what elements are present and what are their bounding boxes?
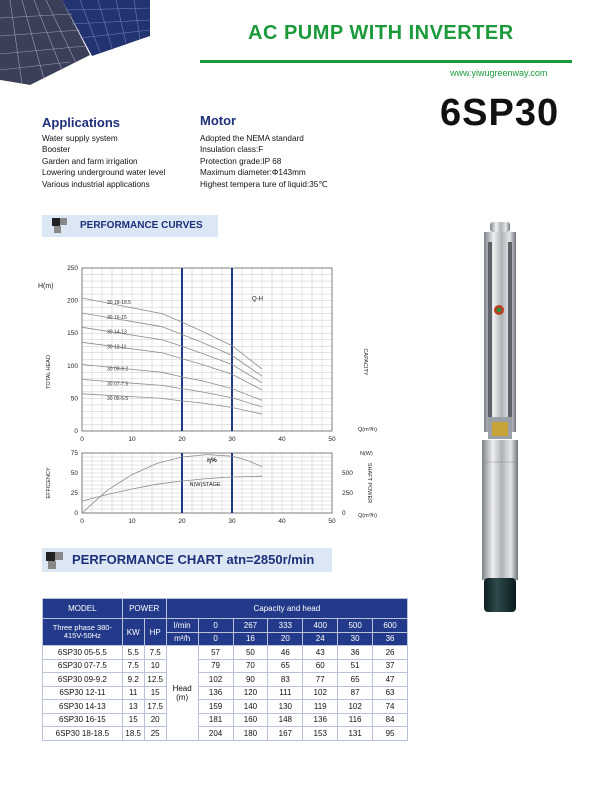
head-value-cell: 57: [198, 646, 233, 660]
head-value-cell: 74: [373, 700, 408, 714]
capacity-header: Capacity and head: [166, 599, 407, 619]
hp-cell: 7.5: [144, 646, 166, 660]
model-cell: 6SP30 07-7.5: [43, 659, 123, 673]
model-cell: 6SP30 18-18.5: [43, 727, 123, 741]
table-cell: 400: [303, 619, 338, 633]
list-item: Lowering underground water level: [42, 168, 166, 178]
head-value-cell: 131: [338, 727, 373, 741]
banner-square-icon: [60, 218, 67, 225]
hp-cell: 10: [144, 659, 166, 673]
head-value-cell: 130: [268, 700, 303, 714]
series-label: 30 18-18.5: [107, 299, 131, 306]
website-url: www.yiwugreenway.com: [450, 68, 548, 78]
performance-curves-label: PERFORMANCE CURVES: [80, 220, 203, 231]
list-item: Maximum diameter:Φ143mm: [200, 168, 306, 178]
head-value-cell: 37: [373, 659, 408, 673]
table-row: [43, 686, 408, 700]
head-value-cell: 136: [198, 686, 233, 700]
head-value-cell: 140: [233, 700, 268, 714]
head-value-cell: 119: [303, 700, 338, 714]
head-value-cell: 102: [338, 700, 373, 714]
curve-annotation: Q-H: [252, 296, 263, 303]
performance-curves-chart: [30, 262, 400, 532]
right-axis-label: SHAFT POWER: [366, 462, 372, 504]
table-cell: 30: [338, 632, 373, 646]
pump-image: [468, 222, 532, 614]
list-item: Adopted the NEMA standard: [200, 134, 304, 143]
model-number: 6SP30: [440, 92, 560, 134]
x-tick-label: 10: [128, 518, 136, 525]
table-row: [43, 659, 408, 673]
head-label: [166, 646, 198, 741]
list-item: Protection grade:IP 68: [200, 156, 282, 166]
hp-cell: 15: [144, 686, 166, 700]
phase-header: Three phase 380-415V-50Hz: [43, 619, 123, 646]
solar-panel-image: [0, 0, 150, 85]
hp-cell: 20: [144, 713, 166, 727]
y-axis-label: TOTAL HEAD: [46, 355, 52, 389]
x-tick-label: 50: [328, 518, 336, 525]
y-tick-label: 200: [67, 297, 78, 305]
head-value-cell: 181: [198, 713, 233, 727]
applications-title: Applications: [42, 115, 121, 130]
table-cell: 20: [268, 632, 303, 646]
x-tick-label: 0: [80, 518, 84, 525]
table-cell: 24: [303, 632, 338, 646]
head-value-cell: 79: [198, 659, 233, 673]
head-value-cell: 102: [198, 673, 233, 687]
head-value-cell: 65: [338, 673, 373, 687]
head-value-cell: 167: [268, 727, 303, 741]
model-cell: 6SP30 09-9.2: [43, 673, 123, 687]
head-value-cell: 84: [373, 713, 408, 727]
table-cell: 16: [233, 632, 268, 646]
head-value-cell: 90: [233, 673, 268, 687]
motor-title: Motor: [200, 113, 237, 128]
hp-cell: 12.5: [144, 673, 166, 687]
page-title: AC PUMP WITH INVERTER: [248, 22, 514, 44]
head-value-cell: 60: [303, 659, 338, 673]
head-value-cell: 148: [268, 713, 303, 727]
banner-square-icon: [48, 561, 56, 569]
performance-chart-label: PERFORMANCE CHART atn=2850r/min: [72, 552, 315, 567]
head-unit-line: (m): [176, 692, 189, 702]
list-item: Insulation class:F: [200, 145, 264, 155]
motor-list: [200, 133, 328, 190]
model-cell: 6SP30 05-5.5: [43, 646, 123, 660]
head-value-cell: 65: [268, 659, 303, 673]
table-row: [43, 713, 408, 727]
head-value-cell: 83: [268, 673, 303, 687]
head-value-cell: 87: [338, 686, 373, 700]
y2-tick-label: 0: [342, 510, 346, 517]
table-cell: 267: [233, 619, 268, 633]
series-label: η%: [207, 456, 217, 464]
performance-chart-banner: [42, 548, 332, 572]
table-row: [43, 646, 408, 660]
list-item: Highest tempera ture of liquid:35℃: [200, 179, 328, 189]
series-label: 30 14-13: [107, 329, 127, 336]
y-tick-label: 0: [74, 510, 78, 517]
head-value-cell: 160: [233, 713, 268, 727]
model-cell: 6SP30 16-15: [43, 713, 123, 727]
model-cell: 6SP30 14-13: [43, 700, 123, 714]
head-label-line: Head: [172, 683, 192, 693]
series-label: 30 05-5.5: [107, 395, 129, 402]
head-value-cell: 47: [373, 673, 408, 687]
model-header: MODEL: [43, 599, 123, 619]
y-tick-label: 75: [70, 450, 78, 457]
banner-square-icon: [52, 218, 60, 226]
right-axis-unit: N(W): [360, 451, 373, 457]
y-tick-label: 50: [70, 395, 78, 403]
kw-cell: 9.2: [122, 673, 144, 687]
series-label: 30 09-9.2: [107, 366, 129, 373]
head-value-cell: 136: [303, 713, 338, 727]
series-label: 30 16-15: [107, 314, 127, 321]
head-value-cell: 102: [303, 686, 338, 700]
y-axis-label: EFFICENCY: [46, 467, 52, 499]
head-value-cell: 120: [233, 686, 268, 700]
y-tick-label: 150: [67, 330, 78, 338]
x-axis-label: Q(m³/h): [358, 513, 377, 519]
head-value-cell: 204: [198, 727, 233, 741]
table-row: [43, 673, 408, 687]
m3h-label: m³/h: [166, 632, 198, 646]
head-value-cell: 159: [198, 700, 233, 714]
series-label: 30 12-11: [107, 344, 127, 351]
x-tick-label: 20: [178, 436, 186, 443]
hp-cell: 25: [144, 727, 166, 741]
y-tick-label: 25: [70, 490, 78, 497]
head-value-cell: 50: [233, 646, 268, 660]
y-tick-label: 50: [70, 470, 78, 477]
list-item: Booster: [42, 145, 71, 155]
x-tick-label: 50: [328, 436, 336, 443]
lmin-label: l/min: [166, 619, 198, 633]
kw-cell: 11: [122, 686, 144, 700]
head-value-cell: 46: [268, 646, 303, 660]
x-tick-label: 20: [178, 518, 186, 525]
y2-tick-label: 250: [342, 490, 353, 497]
power-header: POWER: [122, 599, 166, 619]
head-value-cell: 111: [268, 686, 303, 700]
y-tick-label: 250: [67, 265, 78, 272]
x-tick-label: 30: [228, 518, 236, 525]
list-item: Water supply system: [42, 134, 118, 143]
table-row: [43, 727, 408, 741]
head-value-cell: 70: [233, 659, 268, 673]
kw-header: KW: [122, 619, 144, 646]
head-value-cell: 180: [233, 727, 268, 741]
y-tick-label: 100: [67, 362, 78, 370]
x-tick-label: 0: [80, 436, 84, 443]
head-value-cell: 26: [373, 646, 408, 660]
banner-square-icon: [54, 226, 61, 233]
kw-cell: 18.5: [122, 727, 144, 741]
list-item: Various industrial applications: [42, 179, 150, 189]
model-cell: 6SP30 12-11: [43, 686, 123, 700]
table-cell: 0: [198, 632, 233, 646]
banner-square-icon: [55, 552, 63, 560]
kw-cell: 7.5: [122, 659, 144, 673]
banner-square-icon: [46, 552, 55, 561]
table-cell: 36: [373, 632, 408, 646]
head-value-cell: 116: [338, 713, 373, 727]
list-item: Garden and farm irrigation: [42, 156, 138, 166]
kw-cell: 5.5: [122, 646, 144, 660]
x-tick-label: 40: [278, 436, 286, 443]
right-axis-label: CAPACITY: [362, 348, 368, 376]
head-value-cell: 77: [303, 673, 338, 687]
table-cell: 600: [373, 619, 408, 633]
head-value-cell: 51: [338, 659, 373, 673]
x-tick-label: 40: [278, 518, 286, 525]
head-value-cell: 63: [373, 686, 408, 700]
table-cell: 0: [198, 619, 233, 633]
head-value-cell: 153: [303, 727, 338, 741]
table-cell: 500: [338, 619, 373, 633]
table-cell: 333: [268, 619, 303, 633]
y-axis-unit: H(m): [38, 283, 54, 290]
head-value-cell: 36: [338, 646, 373, 660]
x-tick-label: 30: [228, 436, 236, 443]
performance-curves-banner: [42, 215, 218, 237]
hp-cell: 17.5: [144, 700, 166, 714]
series-label: 30 07-7.5: [107, 381, 129, 388]
x-axis-label: Q(m³/h): [358, 427, 377, 433]
table-row: [43, 700, 408, 714]
head-value-cell: 43: [303, 646, 338, 660]
series-label: N(W)STAGE: [189, 481, 221, 488]
kw-cell: 15: [122, 713, 144, 727]
applications-list: [42, 133, 165, 190]
y-tick-label: 0: [74, 428, 78, 435]
y2-tick-label: 500: [342, 470, 353, 477]
title-divider: [200, 60, 572, 63]
performance-table: [42, 598, 408, 741]
head-value-cell: 95: [373, 727, 408, 741]
hp-header: HP: [144, 619, 166, 646]
kw-cell: 13: [122, 700, 144, 714]
x-tick-label: 10: [128, 436, 136, 443]
